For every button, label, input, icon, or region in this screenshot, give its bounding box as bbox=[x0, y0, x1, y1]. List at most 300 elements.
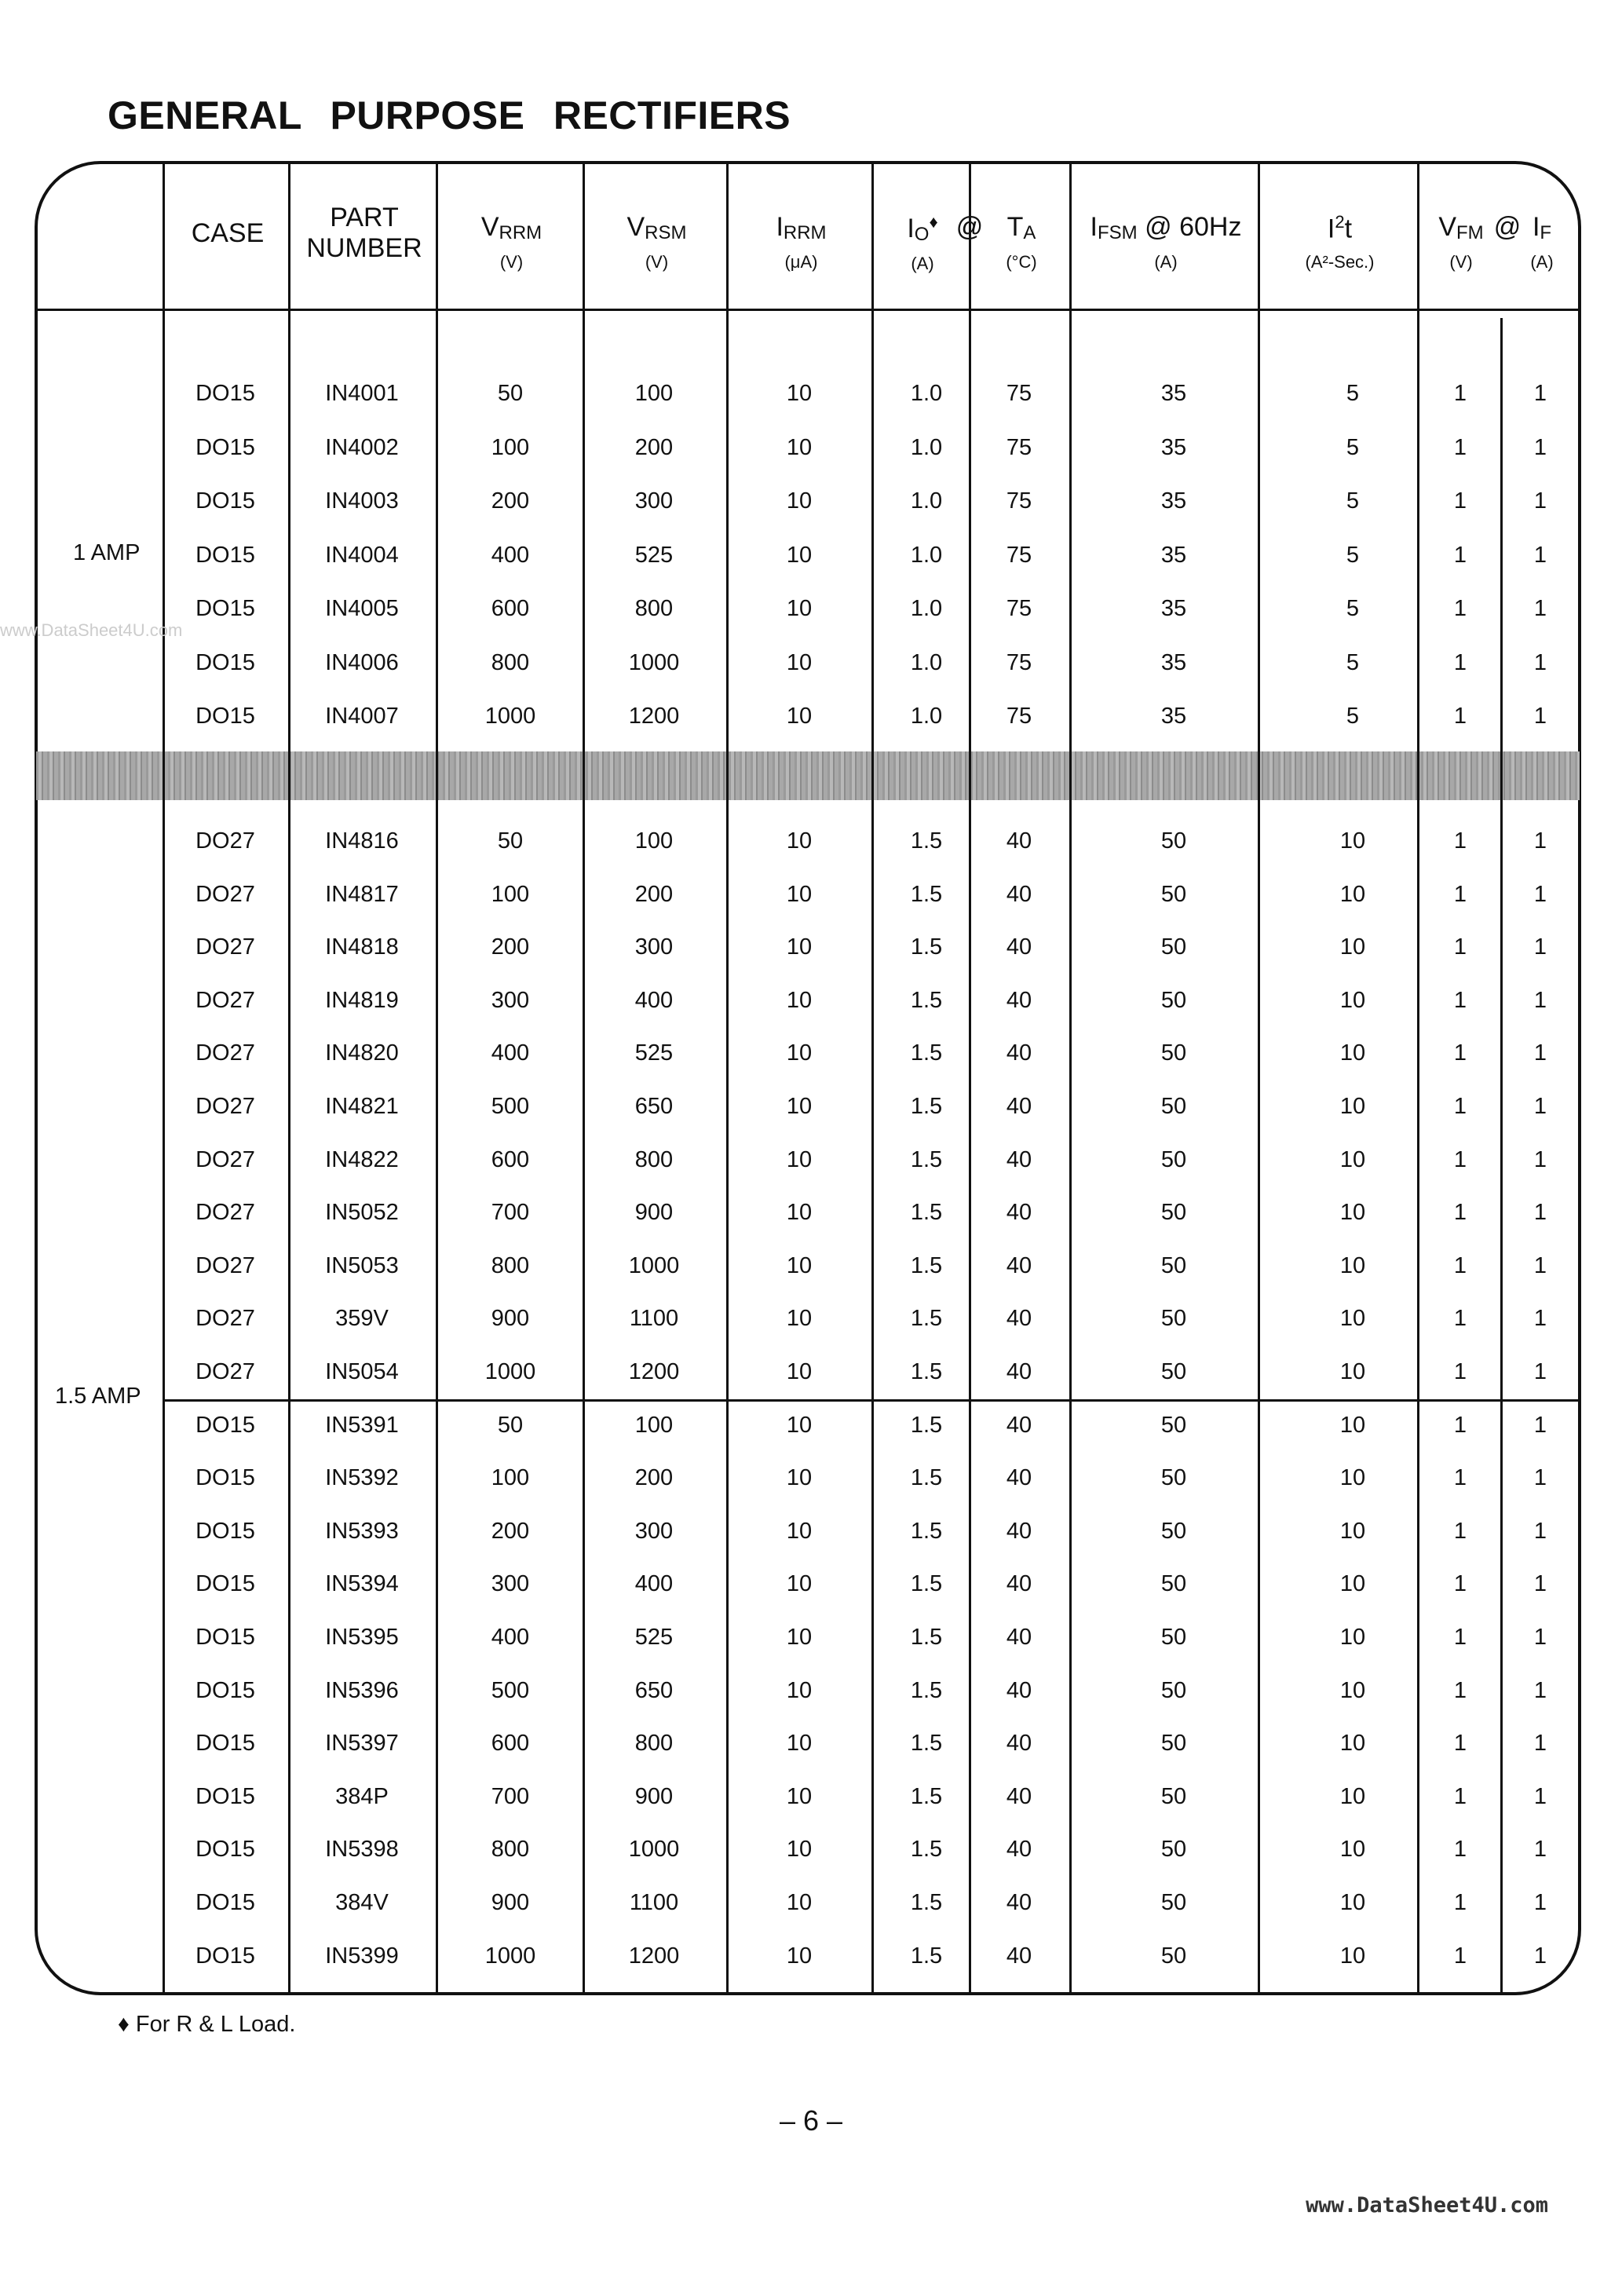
cell-ta: 75 bbox=[1006, 542, 1032, 568]
cell-ta: 40 bbox=[1006, 881, 1032, 907]
cell-vrsm: 400 bbox=[634, 1571, 674, 1597]
cell-part-number: IN4003 bbox=[325, 488, 399, 514]
cell-ifsm: 50 bbox=[1160, 1890, 1187, 1915]
cell-case: DO27 bbox=[195, 934, 255, 960]
cell-vfm: 1 bbox=[1453, 1465, 1467, 1491]
cell-if: 1 bbox=[1533, 704, 1547, 729]
cell-irrm: 10 bbox=[786, 1252, 813, 1278]
cell-case: DO15 bbox=[195, 596, 255, 621]
cell-part-number: IN4817 bbox=[325, 881, 399, 907]
cell-irrm: 10 bbox=[786, 1571, 813, 1597]
header-if-symbol: I bbox=[1532, 212, 1540, 242]
cell-ifsm: 35 bbox=[1160, 649, 1187, 675]
cell-vrsm: 100 bbox=[634, 1412, 674, 1438]
cell-irrm: 10 bbox=[786, 987, 813, 1013]
cell-part-number: IN5391 bbox=[325, 1412, 399, 1438]
cell-ta: 40 bbox=[1006, 1731, 1032, 1757]
cell-i2t: 10 bbox=[1339, 1094, 1366, 1119]
header-irrm bbox=[729, 212, 874, 272]
cell-part-number: 359V bbox=[335, 1306, 389, 1332]
cell-if: 1 bbox=[1533, 1094, 1547, 1119]
header-ifsm-sub: FSM bbox=[1097, 222, 1138, 243]
cell-vfm: 1 bbox=[1453, 934, 1467, 960]
cell-vrsm: 200 bbox=[634, 881, 674, 907]
cell-case: DO27 bbox=[195, 1359, 255, 1384]
cell-vrsm: 525 bbox=[634, 542, 674, 568]
cell-case: DO15 bbox=[195, 1677, 255, 1703]
cell-if: 1 bbox=[1533, 1359, 1547, 1384]
cell-vrsm: 1200 bbox=[628, 1359, 680, 1384]
cell-irrm: 10 bbox=[786, 1783, 813, 1809]
cell-if: 1 bbox=[1533, 1200, 1547, 1226]
cell-part-number: IN4818 bbox=[325, 934, 399, 960]
cell-vfm: 1 bbox=[1453, 1677, 1467, 1703]
header-i2t-unit: (A²-Sec.) bbox=[1305, 252, 1375, 272]
cell-irrm: 10 bbox=[786, 1412, 813, 1438]
cell-part-number: 384P bbox=[335, 1783, 389, 1809]
cell-vrrm: 400 bbox=[491, 1625, 530, 1650]
header-ifsm-unit: (A) bbox=[1154, 251, 1178, 272]
cell-vfm: 1 bbox=[1453, 488, 1467, 514]
header-ta-sub: A bbox=[1023, 222, 1036, 243]
cell-i2t: 10 bbox=[1339, 1146, 1366, 1172]
cell-case: DO27 bbox=[195, 1306, 255, 1332]
cell-vrrm: 600 bbox=[491, 1146, 530, 1172]
cell-ta: 40 bbox=[1006, 1200, 1032, 1226]
cell-part-number: IN5398 bbox=[325, 1837, 399, 1863]
cell-irrm: 10 bbox=[786, 1731, 813, 1757]
header-vrrm-sub: RRM bbox=[499, 222, 542, 243]
cell-if: 1 bbox=[1533, 1146, 1547, 1172]
cell-i2t: 10 bbox=[1339, 987, 1366, 1013]
header-vrrm bbox=[438, 212, 585, 272]
cell-i2t: 10 bbox=[1339, 881, 1366, 907]
cell-ifsm: 50 bbox=[1160, 1094, 1187, 1119]
cell-ifsm: 50 bbox=[1160, 1040, 1187, 1066]
cell-ta: 75 bbox=[1006, 381, 1032, 406]
cell-part-number: IN4816 bbox=[325, 828, 399, 854]
cell-if: 1 bbox=[1533, 1571, 1547, 1597]
cell-vrsm: 1000 bbox=[628, 1252, 680, 1278]
page-title: GENERAL PURPOSE RECTIFIERS bbox=[108, 93, 791, 137]
cell-vrsm: 1100 bbox=[629, 1890, 679, 1915]
cell-ifsm: 50 bbox=[1160, 1837, 1187, 1863]
cell-irrm: 10 bbox=[786, 1146, 813, 1172]
cell-irrm: 10 bbox=[786, 704, 813, 729]
cell-vrrm: 700 bbox=[491, 1200, 530, 1226]
cell-if: 1 bbox=[1533, 1252, 1547, 1278]
footnote: ♦ For R & L Load. bbox=[118, 2012, 296, 2037]
cell-i2t: 10 bbox=[1339, 1200, 1366, 1226]
cell-case: DO15 bbox=[195, 542, 255, 568]
header-if bbox=[1503, 212, 1581, 272]
cell-ifsm: 35 bbox=[1160, 542, 1187, 568]
cell-vrsm: 200 bbox=[634, 1465, 674, 1491]
cell-case: DO27 bbox=[195, 1252, 255, 1278]
cell-part-number: IN4006 bbox=[325, 649, 399, 675]
header-part-line2: NUMBER bbox=[306, 233, 422, 264]
cell-part-number: IN5053 bbox=[325, 1252, 399, 1278]
cell-vrsm: 900 bbox=[634, 1783, 674, 1809]
cell-vfm: 1 bbox=[1453, 1518, 1467, 1544]
cell-vrrm: 400 bbox=[491, 1040, 530, 1066]
cell-vfm: 1 bbox=[1453, 596, 1467, 621]
cell-ifsm: 35 bbox=[1160, 596, 1187, 621]
cell-vfm: 1 bbox=[1453, 828, 1467, 854]
cell-vrsm: 1200 bbox=[628, 1943, 680, 1969]
cell-io: 1.5 bbox=[910, 1518, 943, 1544]
cell-vrrm: 100 bbox=[491, 1465, 530, 1491]
cell-vrrm: 200 bbox=[491, 488, 530, 514]
cell-case: DO15 bbox=[195, 1465, 255, 1491]
header-ifsm-tail: @ 60Hz bbox=[1145, 212, 1242, 242]
cell-ifsm: 50 bbox=[1160, 1306, 1187, 1332]
cell-vfm: 1 bbox=[1453, 1040, 1467, 1066]
cell-part-number: IN5397 bbox=[325, 1731, 399, 1757]
cell-part-number: IN4821 bbox=[325, 1094, 399, 1119]
cell-vfm: 1 bbox=[1453, 1412, 1467, 1438]
header-vrrm-unit: (V) bbox=[499, 251, 524, 272]
header-i2t-symbol: I bbox=[1327, 214, 1335, 244]
cell-if: 1 bbox=[1533, 828, 1547, 854]
cell-vfm: 1 bbox=[1453, 704, 1467, 729]
cell-i2t: 5 bbox=[1346, 381, 1360, 406]
cell-vrrm: 1000 bbox=[484, 1943, 536, 1969]
cell-ifsm: 35 bbox=[1160, 381, 1187, 406]
cell-i2t: 10 bbox=[1339, 1837, 1366, 1863]
cell-io: 1.0 bbox=[910, 542, 943, 568]
cell-ifsm: 50 bbox=[1160, 1359, 1187, 1384]
cell-io: 1.5 bbox=[910, 1890, 943, 1915]
cell-irrm: 10 bbox=[786, 1837, 813, 1863]
cell-io: 1.5 bbox=[910, 1465, 943, 1491]
cell-vrsm: 300 bbox=[634, 934, 674, 960]
cell-if: 1 bbox=[1533, 1837, 1547, 1863]
cell-vrrm: 100 bbox=[491, 434, 530, 460]
cell-vrrm: 700 bbox=[491, 1783, 530, 1809]
cell-vfm: 1 bbox=[1453, 1571, 1467, 1597]
cell-vrsm: 100 bbox=[634, 381, 674, 406]
cell-if: 1 bbox=[1533, 649, 1547, 675]
cell-irrm: 10 bbox=[786, 1943, 813, 1969]
cell-irrm: 10 bbox=[786, 1677, 813, 1703]
cell-ifsm: 50 bbox=[1160, 1252, 1187, 1278]
column-divider bbox=[871, 163, 874, 1993]
cell-part-number: IN4004 bbox=[325, 542, 399, 568]
cell-io: 1.5 bbox=[910, 1359, 943, 1384]
cell-ifsm: 50 bbox=[1160, 934, 1187, 960]
header-ifsm bbox=[1072, 212, 1260, 272]
cell-vfm: 1 bbox=[1453, 1146, 1467, 1172]
column-divider bbox=[1069, 163, 1072, 1993]
cell-vrrm: 50 bbox=[497, 828, 524, 854]
cell-vfm: 1 bbox=[1453, 1306, 1467, 1332]
cell-vrrm: 100 bbox=[491, 881, 530, 907]
cell-ta: 40 bbox=[1006, 1783, 1032, 1809]
group-label-1-amp: 1 AMP bbox=[73, 540, 141, 565]
cell-case: DO27 bbox=[195, 1200, 255, 1226]
cell-i2t: 10 bbox=[1339, 1943, 1366, 1969]
cell-ta: 40 bbox=[1006, 987, 1032, 1013]
cell-vfm: 1 bbox=[1453, 1200, 1467, 1226]
cell-case: DO15 bbox=[195, 1731, 255, 1757]
cell-i2t: 10 bbox=[1339, 1252, 1366, 1278]
cell-if: 1 bbox=[1533, 596, 1547, 621]
cell-vrsm: 1000 bbox=[628, 1837, 680, 1863]
cell-if: 1 bbox=[1533, 542, 1547, 568]
cell-ifsm: 50 bbox=[1160, 1518, 1187, 1544]
header-part-line1: PART bbox=[330, 203, 399, 232]
header-vrsm-symbol: V bbox=[627, 212, 645, 242]
cell-vfm: 1 bbox=[1453, 1625, 1467, 1650]
cell-irrm: 10 bbox=[786, 881, 813, 907]
cell-vfm: 1 bbox=[1453, 649, 1467, 675]
cell-vrsm: 525 bbox=[634, 1040, 674, 1066]
cell-io: 1.5 bbox=[910, 1306, 943, 1332]
cell-ifsm: 35 bbox=[1160, 488, 1187, 514]
cell-ifsm: 35 bbox=[1160, 704, 1187, 729]
cell-vrsm: 650 bbox=[634, 1094, 674, 1119]
cell-vrrm: 600 bbox=[491, 1731, 530, 1757]
cell-vrrm: 50 bbox=[497, 381, 524, 406]
header-at-2: @ bbox=[1493, 212, 1522, 242]
cell-io: 1.5 bbox=[910, 1252, 943, 1278]
cell-io: 1.0 bbox=[910, 596, 943, 621]
cell-io: 1.0 bbox=[910, 434, 943, 460]
cell-i2t: 5 bbox=[1346, 596, 1360, 621]
header-at: @ bbox=[955, 212, 984, 242]
cell-io: 1.5 bbox=[910, 987, 943, 1013]
group-separator-band bbox=[36, 751, 1580, 800]
cell-i2t: 10 bbox=[1339, 1783, 1366, 1809]
cell-irrm: 10 bbox=[786, 542, 813, 568]
cell-io: 1.5 bbox=[910, 1412, 943, 1438]
cell-ta: 40 bbox=[1006, 1677, 1032, 1703]
cell-if: 1 bbox=[1533, 1412, 1547, 1438]
cell-ifsm: 50 bbox=[1160, 881, 1187, 907]
group-label-1-5-amp: 1.5 AMP bbox=[55, 1384, 141, 1409]
cell-part-number: 384V bbox=[335, 1890, 389, 1915]
cell-part-number: IN5052 bbox=[325, 1200, 399, 1226]
cell-vrsm: 800 bbox=[634, 1731, 674, 1757]
header-vrsm bbox=[585, 212, 729, 272]
cell-case: DO27 bbox=[195, 1040, 255, 1066]
cell-i2t: 10 bbox=[1339, 1040, 1366, 1066]
cell-irrm: 10 bbox=[786, 1625, 813, 1650]
cell-if: 1 bbox=[1533, 1306, 1547, 1332]
header-irrm-unit: (μA) bbox=[784, 251, 818, 272]
cell-i2t: 10 bbox=[1339, 1306, 1366, 1332]
cell-io: 1.5 bbox=[910, 881, 943, 907]
header-vrrm-symbol: V bbox=[480, 212, 499, 242]
cell-case: DO15 bbox=[195, 488, 255, 514]
cell-irrm: 10 bbox=[786, 1200, 813, 1226]
cell-vfm: 1 bbox=[1453, 1943, 1467, 1969]
cell-vfm: 1 bbox=[1453, 1837, 1467, 1863]
cell-vrsm: 900 bbox=[634, 1200, 674, 1226]
diamond-icon: ♦ bbox=[929, 212, 938, 232]
cell-irrm: 10 bbox=[786, 1359, 813, 1384]
column-divider bbox=[288, 163, 290, 1993]
cell-ta: 40 bbox=[1006, 1465, 1032, 1491]
header-vfm-symbol: V bbox=[1438, 212, 1457, 242]
header-irrm-symbol: I bbox=[776, 212, 784, 242]
cell-vrsm: 300 bbox=[634, 1518, 674, 1544]
cell-i2t: 10 bbox=[1339, 1677, 1366, 1703]
cell-ifsm: 50 bbox=[1160, 1200, 1187, 1226]
header-if-unit: (A) bbox=[1530, 251, 1554, 272]
cell-part-number: IN4001 bbox=[325, 381, 399, 406]
cell-if: 1 bbox=[1533, 987, 1547, 1013]
cell-case: DO15 bbox=[195, 704, 255, 729]
header-i2t-tail: t bbox=[1344, 214, 1353, 244]
cell-irrm: 10 bbox=[786, 934, 813, 960]
row-divider bbox=[36, 309, 1580, 311]
cell-case: DO15 bbox=[195, 649, 255, 675]
cell-io: 1.5 bbox=[910, 934, 943, 960]
cell-ifsm: 50 bbox=[1160, 1731, 1187, 1757]
header-irrm-sub: RRM bbox=[783, 222, 827, 243]
header-vrsm-unit: (V) bbox=[645, 251, 669, 272]
cell-if: 1 bbox=[1533, 1783, 1547, 1809]
cell-ifsm: 50 bbox=[1160, 1412, 1187, 1438]
cell-ta: 40 bbox=[1006, 1040, 1032, 1066]
cell-case: DO27 bbox=[195, 828, 255, 854]
cell-part-number: IN5054 bbox=[325, 1359, 399, 1384]
cell-io: 1.5 bbox=[910, 1783, 943, 1809]
cell-ifsm: 50 bbox=[1160, 1146, 1187, 1172]
cell-io: 1.0 bbox=[910, 704, 943, 729]
cell-if: 1 bbox=[1533, 1890, 1547, 1915]
cell-case: DO15 bbox=[195, 381, 255, 406]
cell-part-number: IN5396 bbox=[325, 1677, 399, 1703]
cell-ta: 40 bbox=[1006, 1146, 1032, 1172]
cell-vrsm: 300 bbox=[634, 488, 674, 514]
cell-irrm: 10 bbox=[786, 828, 813, 854]
cell-ifsm: 50 bbox=[1160, 1571, 1187, 1597]
cell-case: DO27 bbox=[195, 1094, 255, 1119]
cell-vrrm: 50 bbox=[497, 1412, 524, 1438]
cell-i2t: 5 bbox=[1346, 649, 1360, 675]
cell-part-number: IN4005 bbox=[325, 596, 399, 621]
cell-ta: 40 bbox=[1006, 828, 1032, 854]
cell-vrsm: 1200 bbox=[628, 704, 680, 729]
cell-part-number: IN4002 bbox=[325, 434, 399, 460]
cell-if: 1 bbox=[1533, 881, 1547, 907]
cell-vrsm: 400 bbox=[634, 987, 674, 1013]
cell-vrrm: 800 bbox=[491, 649, 530, 675]
cell-io: 1.5 bbox=[910, 1731, 943, 1757]
header-part-number bbox=[290, 203, 438, 264]
header-ta-symbol: T bbox=[1006, 212, 1024, 242]
cell-irrm: 10 bbox=[786, 1465, 813, 1491]
cell-case: DO15 bbox=[195, 1625, 255, 1650]
cell-vfm: 1 bbox=[1453, 1094, 1467, 1119]
header-if-sub: F bbox=[1540, 222, 1552, 243]
cell-ta: 40 bbox=[1006, 1094, 1032, 1119]
cell-vfm: 1 bbox=[1453, 881, 1467, 907]
cell-vrrm: 500 bbox=[491, 1094, 530, 1119]
cell-vrsm: 800 bbox=[634, 596, 674, 621]
cell-io: 1.5 bbox=[910, 1040, 943, 1066]
page-number: – 6 – bbox=[779, 2104, 843, 2137]
cell-vfm: 1 bbox=[1453, 1890, 1467, 1915]
header-ta bbox=[971, 212, 1072, 272]
cell-ta: 40 bbox=[1006, 1625, 1032, 1650]
cell-vrrm: 200 bbox=[491, 1518, 530, 1544]
cell-vfm: 1 bbox=[1453, 381, 1467, 406]
column-divider bbox=[436, 163, 438, 1993]
cell-if: 1 bbox=[1533, 381, 1547, 406]
cell-i2t: 10 bbox=[1339, 1465, 1366, 1491]
cell-ifsm: 50 bbox=[1160, 1677, 1187, 1703]
cell-io: 1.5 bbox=[910, 1200, 943, 1226]
cell-case: DO27 bbox=[195, 881, 255, 907]
cell-if: 1 bbox=[1533, 1731, 1547, 1757]
cell-ta: 40 bbox=[1006, 1359, 1032, 1384]
cell-irrm: 10 bbox=[786, 381, 813, 406]
cell-io: 1.5 bbox=[910, 1625, 943, 1650]
cell-part-number: IN5393 bbox=[325, 1518, 399, 1544]
cell-irrm: 10 bbox=[786, 1040, 813, 1066]
header-io-unit: (A) bbox=[911, 253, 934, 273]
cell-io: 1.5 bbox=[910, 828, 943, 854]
cell-vfm: 1 bbox=[1453, 1731, 1467, 1757]
cell-case: DO27 bbox=[195, 1146, 255, 1172]
cell-ifsm: 50 bbox=[1160, 987, 1187, 1013]
cell-ifsm: 35 bbox=[1160, 434, 1187, 460]
cell-i2t: 10 bbox=[1339, 1518, 1366, 1544]
header-ifsm-symbol: I bbox=[1090, 212, 1098, 242]
cell-ta: 40 bbox=[1006, 1890, 1032, 1915]
cell-vfm: 1 bbox=[1453, 1783, 1467, 1809]
header-vfm-unit: (V) bbox=[1449, 251, 1473, 272]
cell-vrsm: 100 bbox=[634, 828, 674, 854]
cell-case: DO15 bbox=[195, 1412, 255, 1438]
header-io-sub: O bbox=[914, 224, 930, 245]
header-vfm-sub: FM bbox=[1456, 222, 1484, 243]
cell-if: 1 bbox=[1533, 1625, 1547, 1650]
cell-i2t: 10 bbox=[1339, 1731, 1366, 1757]
cell-vrrm: 500 bbox=[491, 1677, 530, 1703]
cell-i2t: 10 bbox=[1339, 1571, 1366, 1597]
cell-ta: 40 bbox=[1006, 1837, 1032, 1863]
cell-vrrm: 300 bbox=[491, 987, 530, 1013]
cell-i2t: 5 bbox=[1346, 704, 1360, 729]
cell-if: 1 bbox=[1533, 1677, 1547, 1703]
cell-ta: 40 bbox=[1006, 1306, 1032, 1332]
header-case: CASE bbox=[191, 218, 265, 248]
cell-if: 1 bbox=[1533, 488, 1547, 514]
header-i2t bbox=[1260, 212, 1419, 272]
cell-vfm: 1 bbox=[1453, 434, 1467, 460]
cell-i2t: 5 bbox=[1346, 488, 1360, 514]
cell-vrrm: 1000 bbox=[484, 1359, 536, 1384]
cell-part-number: IN5399 bbox=[325, 1943, 399, 1969]
cell-i2t: 10 bbox=[1339, 1625, 1366, 1650]
cell-if: 1 bbox=[1533, 434, 1547, 460]
cell-io: 1.5 bbox=[910, 1094, 943, 1119]
cell-case: DO15 bbox=[195, 434, 255, 460]
cell-vrrm: 800 bbox=[491, 1837, 530, 1863]
cell-vrrm: 400 bbox=[491, 542, 530, 568]
cell-irrm: 10 bbox=[786, 596, 813, 621]
cell-if: 1 bbox=[1533, 1465, 1547, 1491]
cell-ifsm: 50 bbox=[1160, 1943, 1187, 1969]
cell-irrm: 10 bbox=[786, 1890, 813, 1915]
cell-i2t: 10 bbox=[1339, 828, 1366, 854]
cell-vrsm: 200 bbox=[634, 434, 674, 460]
